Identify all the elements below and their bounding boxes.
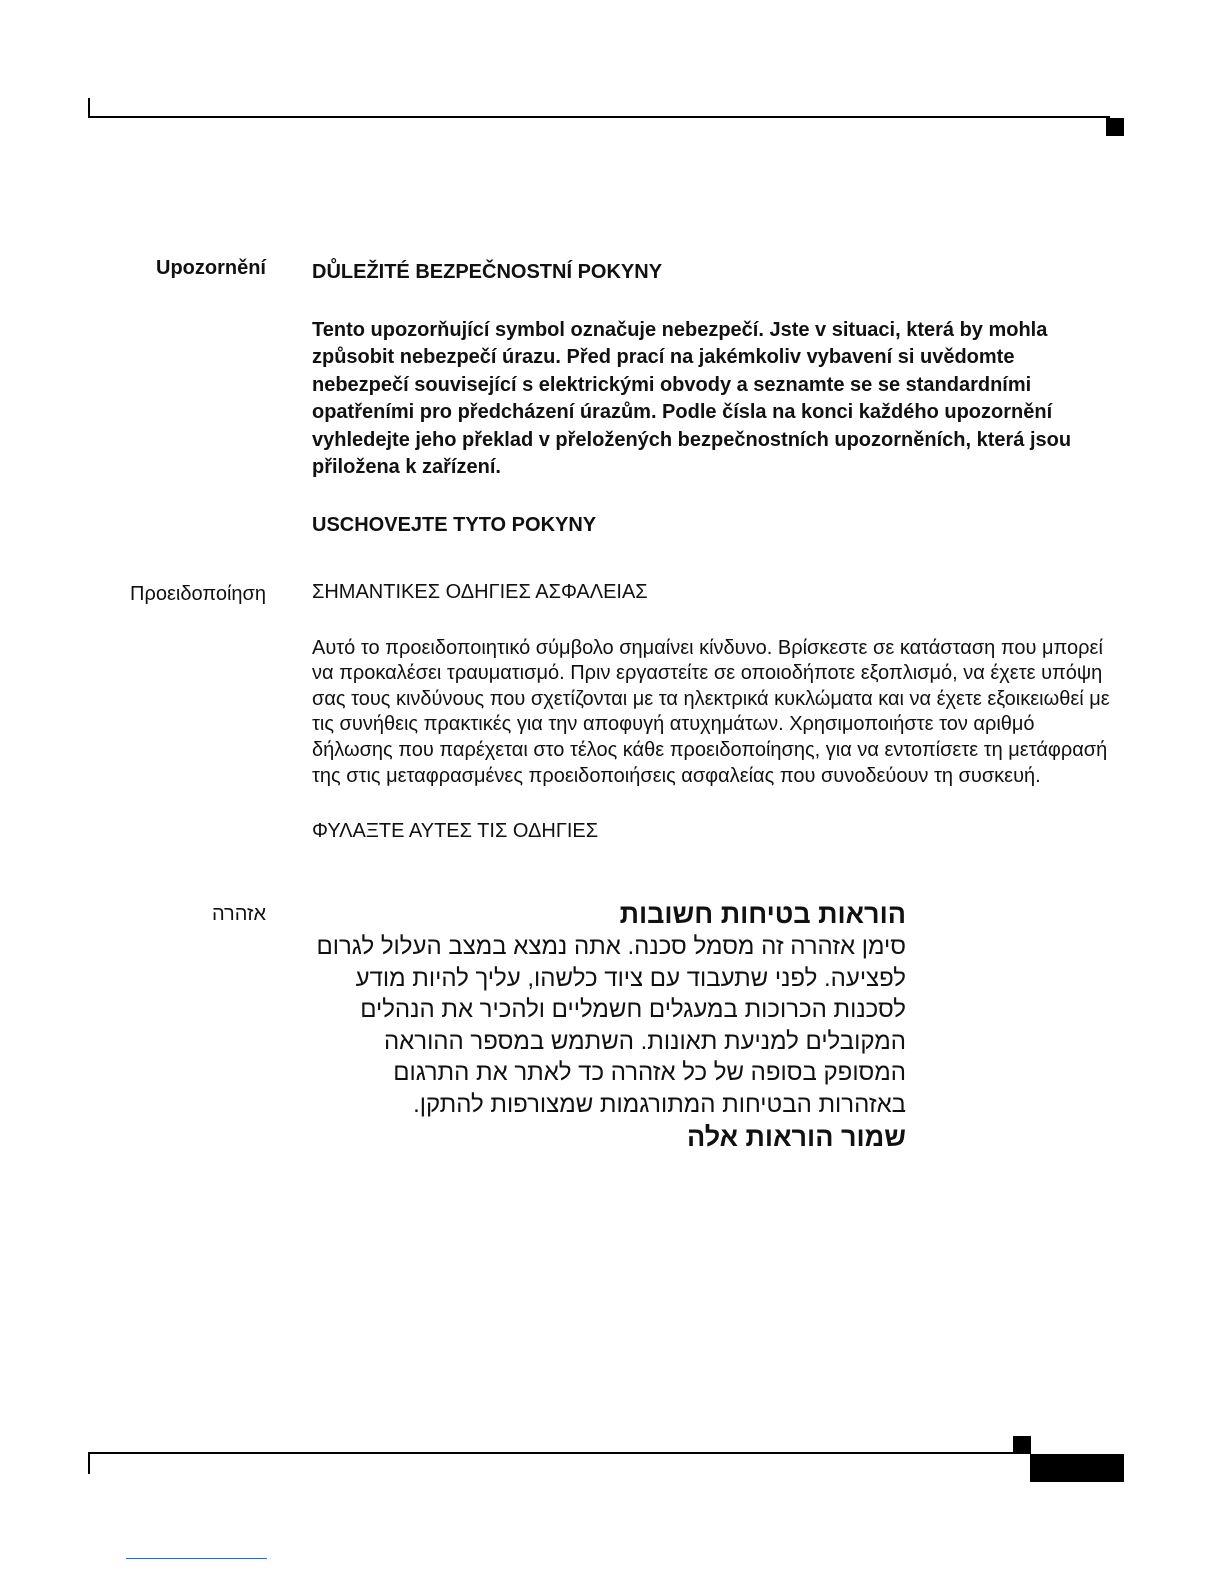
label-hebrew: אזהרה <box>211 903 266 925</box>
footer-page-number-bar <box>1030 1454 1124 1482</box>
footer-greek: ΦΥΛΑΞΤΕ ΑΥΤΕΣ ΤΙΣ ΟΔΗΓΙΕΣ <box>312 820 599 843</box>
heading-hebrew: הוראות בטיחות חשובות <box>619 899 906 929</box>
heading-czech: DŮLEŽITÉ BEZPEČNOSTNÍ POKYNY <box>312 261 663 283</box>
header-tick <box>88 98 90 118</box>
footer-small-block <box>1013 1436 1031 1454</box>
body-czech: Tento upozorňující symbol označuje nebezpečí. Jste v situaci, která by mohla způsobit nebezpečí úrazu. Před prací na jakémkoliv vybavení si uvědomte nebezpečí související s elektrickými obvody a seznamte se se standardními opatřeními pro předcházení úrazům. Podle čísla na konci každého upozornění vyhledejte jeho překlad v přeložených bezpečnostních upozorněních, která jsou přiložena k zařízení. <box>312 318 1072 478</box>
footer-link-underline <box>126 1558 267 1559</box>
footer-czech: USCHOVEJTE TYTO POKYNY <box>312 513 597 536</box>
label-czech: Upozornění <box>156 257 266 279</box>
header-rule <box>88 116 1110 118</box>
header-corner-block <box>1106 118 1124 136</box>
section-hebrew <box>300 897 906 1154</box>
label-greek: Προειδοποίηση <box>130 583 266 605</box>
heading-greek: ΣΗΜΑΝΤΙΚΕΣ ΟΔΗΓΙΕΣ ΑΣΦΑΛΕΙΑΣ <box>312 581 648 603</box>
footer-rule <box>88 1452 1030 1454</box>
section-czech <box>312 259 1112 539</box>
body-hebrew: סימן אזהרה זה מסמל סכנה. אתה נמצא במצב העלול לגרום לפציעה. לפני שתעבוד עם ציוד כלשהו, עליך להיות מודע לסכנות הכרוכות במעגלים חשמליים ולהכיר את הנהלים המקובלים למניעת תאונות. השתמש במספר ההוראה המסופק בסופה של כל אזהרה כד לאתר את התרגום באזהרות הבטיחות המתורגמות שמצורפות להתקן. <box>316 933 906 1118</box>
section-greek <box>312 580 1112 845</box>
footer-tick <box>88 1454 90 1474</box>
footer-hebrew: שמור הוראות אלה <box>687 1122 906 1152</box>
body-greek: Αυτό το προειδοποιητικό σύμβολο σημαίνει κίνδυνο. Βρίσκεστε σε κατάσταση που μπορεί να προκαλέσει τραυματισμό. Πριν εργαστείτε σε οποιοδήποτε εξοπλισμό, να έχετε υπόψη σας τους κινδύνους που σχετίζονται με τα ηλεκτρικά κυκλώματα και να έχετε εξοικειωθεί με τις συνήθεις πρακτικές για την αποφυγή ατυχημάτων. Χρησιμοποιήστε τον αριθμό δήλωσης που παρέχεται στο τέλος κάθε προειδοποίησης, για να εντοπίσετε τη μετάφρασή της στις μεταφρασμένες προειδοποιήσεις ασφαλείας που συνοδεύουν τη συσκευή. <box>312 636 1110 787</box>
